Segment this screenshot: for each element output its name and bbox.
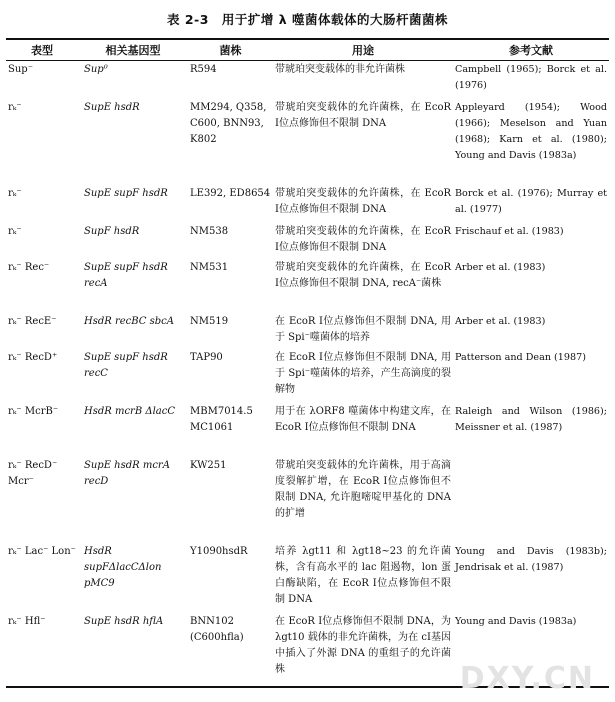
table-row (6, 222, 609, 258)
col-header-genotype: 相关基因型 (105, 44, 161, 57)
phenotype-cell: rₖ⁻ McrB⁻ (8, 406, 59, 417)
phenotype-cell: rₖ⁻ RecE⁻ (8, 316, 57, 327)
genotype-cell: SupE hsdR hflA (84, 616, 164, 627)
phenotype-cell: rₖ⁻ (8, 188, 22, 199)
refs-cell: Appleyard (1954); Wood (1966); Meselson and Yuan (1968); Karn et al. (1980); Young and Davis (1983a) (455, 102, 607, 161)
refs-cell: Raleigh and Wilson (1986); Meissner et al. (1987) (455, 406, 607, 433)
use-cell: 带琥珀突变载体的允许菌株，在 EcoR Ⅰ位点修饰但不限制 DNA (275, 188, 451, 215)
phenotype-cell: Sup⁻ (8, 64, 33, 75)
use-cell: 带琥珀突变载体的非允许菌株 (275, 64, 405, 75)
col-header-strain: 菌株 (219, 44, 242, 57)
watermark: DXY.CN (459, 661, 595, 696)
refs-cell: Arber et al. (1983) (455, 262, 546, 273)
use-cell: 带琥珀突变载体的允许菌株，在 EcoR Ⅰ位点修饰但不限制 DNA (275, 102, 451, 129)
header-rule (6, 60, 609, 61)
strain-table (6, 40, 609, 680)
genotype-cell: SupE hsdR mcrA recD (84, 460, 170, 487)
table-row (6, 348, 609, 402)
genotype-cell: SupF hsdR (84, 226, 140, 237)
strain-cell: MM294, Q358, C600, BNN93, K802 (190, 102, 267, 145)
strain-cell: MBM7014.5 MC1061 (190, 406, 253, 433)
strain-cell: TAP90 (190, 352, 223, 363)
table-row (6, 312, 609, 348)
table-row (6, 456, 609, 542)
strain-cell: NM538 (190, 226, 229, 237)
use-cell: 培养 λgt11 和 λgt18~23 的允许菌株，含有高水平的 lac 阻遏物，lon 蛋白酶缺陷，在 EcoR Ⅰ位点修饰但不限制 DNA (275, 546, 451, 605)
table-row (6, 184, 609, 222)
refs-cell: Borck et al. (1976); Murray et al. (1977) (455, 188, 607, 215)
use-cell: 在 EcoR Ⅰ位点修饰但不限制 DNA, 用于 Spi⁻噬菌体的培养 (275, 316, 451, 343)
use-cell: 带琥珀突变载体的允许菌株，用于高滴度裂解扩增，在 EcoR Ⅰ位点修饰但不限制 DNA, 允许胞嘧啶甲基化的 DNA 的扩增 (275, 460, 451, 519)
refs-cell: Young and Davis (1983b); Jendrisak et al. (1987) (455, 546, 607, 573)
strain-cell: NM519 (190, 316, 229, 327)
refs-cell: Young and Davis (1983a) (455, 616, 577, 627)
phenotype-cell: rₖ⁻ (8, 226, 22, 237)
genotype-cell: HsdR mcrB ΔlacC (84, 406, 175, 417)
strain-cell: BNN102 (C600hfla) (190, 616, 244, 643)
header-row (6, 40, 609, 60)
phenotype-cell: rₖ⁻ Lac⁻ Lon⁻ (8, 546, 76, 557)
genotype-cell: HsdR supFΔlacCΔlon pMC9 (84, 546, 162, 589)
strain-cell: R594 (190, 64, 217, 75)
table-row (6, 60, 609, 98)
genotype-cell: HsdR recBC sbcA (84, 316, 174, 327)
table-row (6, 542, 609, 612)
phenotype-cell: rₖ⁻ (8, 102, 22, 113)
refs-cell: Patterson and Dean (1987) (455, 352, 586, 363)
refs-cell: Frischauf et al. (1983) (455, 226, 564, 237)
strain-cell: KW251 (190, 460, 227, 471)
strain-cell: Y1090hsdR (190, 546, 248, 557)
strain-cell: LE392, ED8654 (190, 188, 271, 199)
table-row (6, 258, 609, 312)
use-cell: 在 EcoR Ⅰ位点修饰但不限制 DNA，为 λgt10 载体的非允许菌株，为在 cⅠ基因中插入了外源 DNA 的重组子的允许菌株 (275, 616, 451, 675)
use-cell: 带琥珀突变载体的允许菌株，在 EcoR Ⅰ位点修饰但不限制 DNA, recA⁻菌株 (275, 262, 451, 289)
strain-cell: NM531 (190, 262, 229, 273)
col-header-phenotype: 表型 (31, 44, 53, 57)
table-row (6, 402, 609, 456)
col-header-refs: 参考文献 (509, 44, 553, 57)
table-row (6, 98, 609, 184)
refs-cell: Campbell (1965); Borck et al. (1976) (455, 64, 607, 91)
genotype-cell: SupE supF hsdR (84, 188, 168, 199)
genotype-cell: SupE supF hsdR recA (84, 262, 168, 289)
use-cell: 带琥珀突变载体的允许菌株，在 EcoR Ⅰ位点修饰但不限制 DNA (275, 226, 451, 253)
phenotype-cell: rₖ⁻ Hfl⁻ (8, 616, 46, 627)
refs-cell: Arber et al. (1983) (455, 316, 546, 327)
phenotype-cell: rₖ⁻ RecD⁻ Mcr⁻ (8, 460, 58, 487)
phenotype-cell: rₖ⁻ Rec⁻ (8, 262, 50, 273)
table-title: 表 2-3 用于扩增 λ 噬菌体载体的大肠杆菌菌株 (166, 12, 449, 27)
col-header-use: 用途 (352, 44, 374, 57)
use-cell: 用于在 λORF8 噬菌体中构建文库，在 EcoR Ⅰ位点修饰但不限制 DNA (275, 406, 451, 433)
use-cell: 在 EcoR Ⅰ位点修饰但不限制 DNA, 用于 Spi⁻噬菌体的培养，产生高滴度的裂解物 (275, 352, 451, 395)
refs-cell (453, 456, 609, 542)
phenotype-cell: rₖ⁻ RecD⁺ (8, 352, 58, 363)
genotype-cell: Sup⁰ (84, 64, 108, 75)
genotype-cell: SupE supF hsdR recC (84, 352, 168, 379)
genotype-cell: SupE hsdR (84, 102, 140, 113)
